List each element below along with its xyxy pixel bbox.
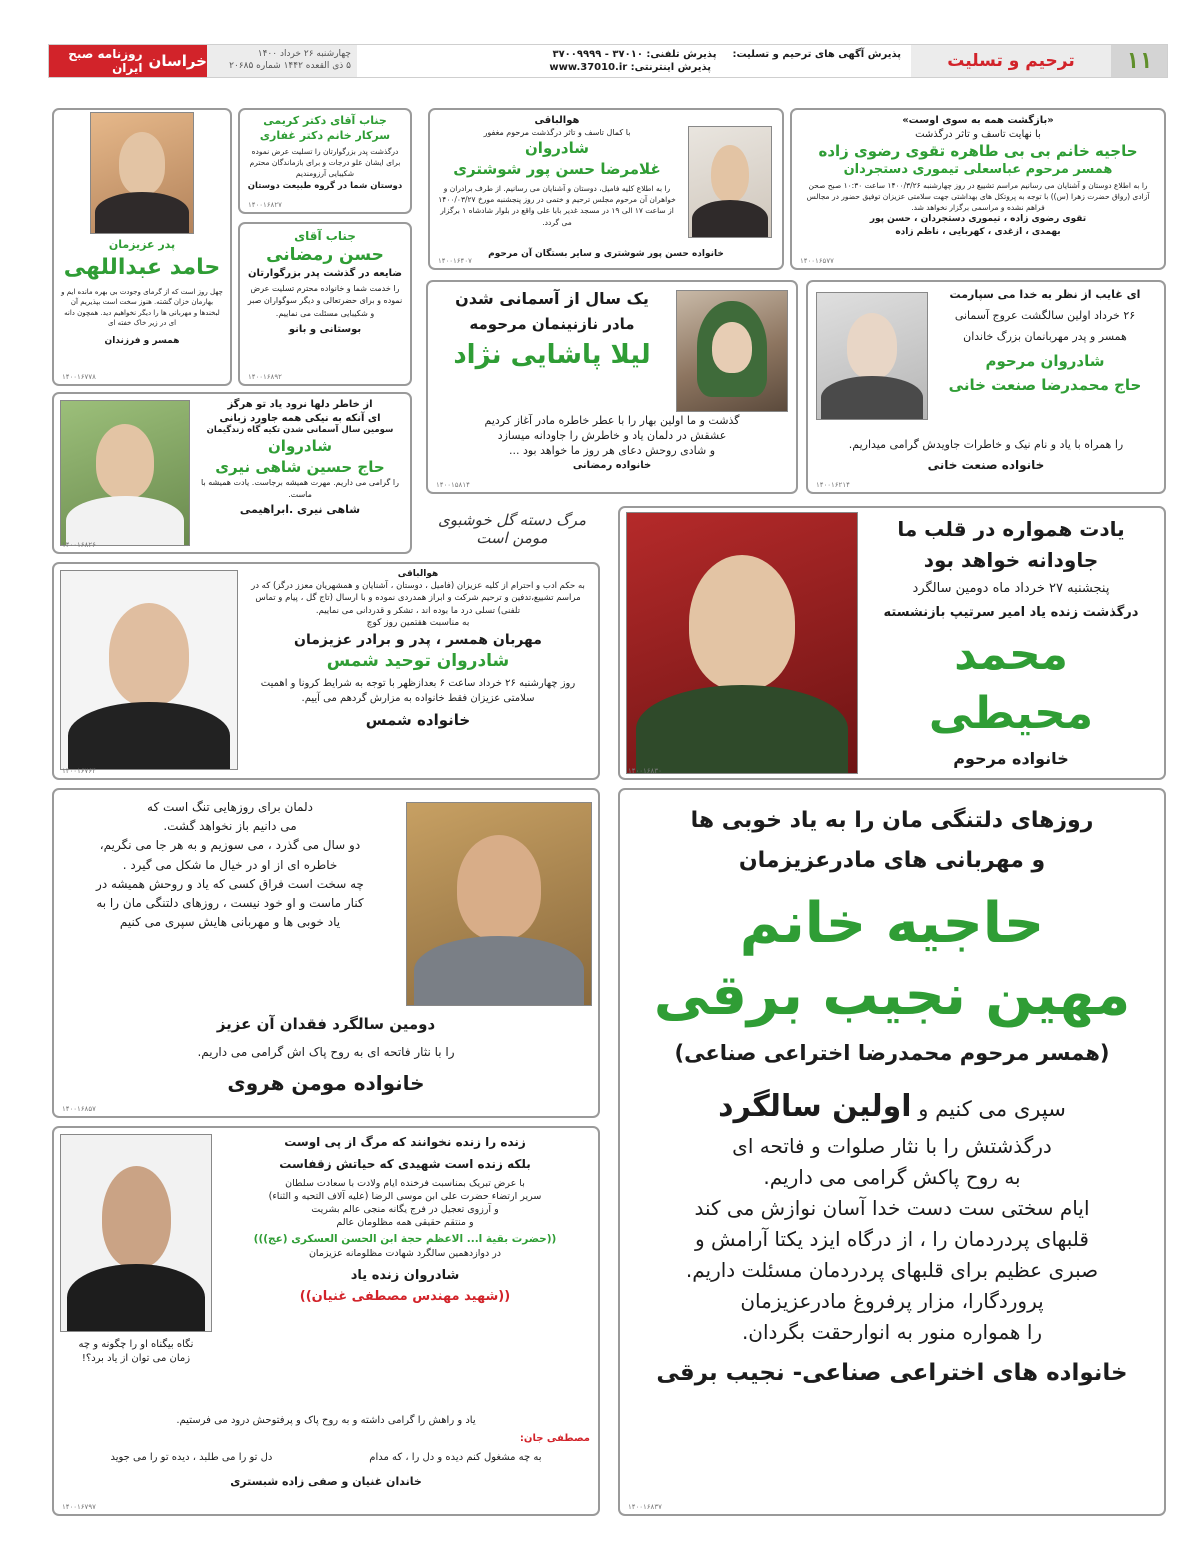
deceased-photo xyxy=(676,290,788,412)
ad-body-1a: سپری می کنیم و xyxy=(918,1096,1066,1121)
obituary-ad-taghavi xyxy=(790,108,1166,270)
ad-opening: هوالباقی xyxy=(397,569,439,579)
ad-intro-2: درگذشت زنده یاد امیر سرتیپ بازنشسته xyxy=(883,604,1139,620)
ad-body: را خدمت شما و خانواده محترم تسلیت عرض نموده و برای حضرتعالی و دیگر سوگواران صبر و شکیبایی مسئلت می نماییم. xyxy=(247,283,403,319)
imam-name: ((حضرت بقیة ا... الاعظم حجة ابن الحسن العسکری (عج))) xyxy=(253,1232,557,1245)
ad-body-8: را همواره منور به انوارحقت بگردان. xyxy=(741,1320,1043,1345)
page-number: ۱۱ xyxy=(1111,45,1167,77)
recipient-name: حسن رمضانی xyxy=(266,245,384,266)
ad-signature: خانواده صنعت خانی xyxy=(927,457,1045,472)
ad-intro: دومین سالگرد فقدان آن عزیز xyxy=(216,1015,436,1033)
ad-body-6: صبری عظیم برای قلبهای پردردمان مسئلت داریم. xyxy=(685,1258,1099,1283)
issue-date xyxy=(207,45,357,77)
ad-body-1: گذشت و ما اولین بهار را با عطر خاطره مادر آغاز کردیم xyxy=(484,414,740,427)
condolence-ad-karimi xyxy=(238,108,412,214)
deceased-photo xyxy=(626,512,858,774)
ad-opening-2: و مهربانی های مادرعزیزمان xyxy=(738,847,1046,873)
ad-intro-2: مهربان همسر ، پدر و برادر عزیزمان xyxy=(294,632,542,649)
ad-code: ۱۴۰۰۱۶۴۰۷ xyxy=(438,257,472,265)
condolence-ad-ramezani xyxy=(238,222,412,386)
quote-text: مرگ دسته گل خوشبوی مومن است xyxy=(438,511,586,547)
poem-line-6: کنار ماست و او خود نیست ، روزهای دلتنگی مان را به xyxy=(96,895,364,910)
ad-body: درگذشت پدر بزرگوارتان را تسلیت عرض نموده برای ایشان علو درجات و برای بازماندگان محترم شکیبایی آرزومندیم xyxy=(249,146,401,179)
ad-body: را گرامی می داریم. مهرت همیشه برجاست. یادت همیشه با ماست. xyxy=(201,477,399,499)
deceased-spouse: (همسر مرحوم محمدرضا اختراعی صناعی) xyxy=(674,1040,1110,1065)
ad-opening-1: روزهای دلتنگی مان را به یاد خوبی ها xyxy=(690,808,1094,833)
ad-body: را به اطلاع کلیه فامیل، دوستان و آشنایان می رسانیم. از طرف برادران و خواهران آن مرحوم مجلس ترحیم و ختمی در روز پنجشنبه مورخ ۱۴۰۰/۰۳/۲۷ از ساعت ۱۷ الی ۱۹ در مسجد غدیر بابا علی واقع در بلوار شادشاه ۱ برگزار می گردد. xyxy=(438,183,676,227)
ad-code: ۱۴۰۰۱۶۵۷۷ xyxy=(800,257,834,265)
ad-signature: شاهی نیری .ابراهیمی xyxy=(239,502,361,516)
ad-signature-1: تقوی رضوی زاده ، تیموری دستجردان ، حسن پور xyxy=(869,214,1087,225)
poem-line-5: چه سخت است فراق کسی که یاد و روحش همیشه در xyxy=(96,876,364,891)
ad-opening-1: یادت همواره در قلب ما xyxy=(897,517,1125,541)
recipient-1: جناب آقای دکتر کریمی xyxy=(263,114,387,127)
ad-opening-2: جاودانه خواهد بود xyxy=(923,548,1099,572)
deceased-name: حاجیه خانم بی بی طاهره تقوی رضوی زاده xyxy=(818,142,1138,160)
memorial-ad-shams xyxy=(52,562,600,780)
ad-intro-1: پنجشنبه ۲۷ خرداد ماه دومین سالگرد xyxy=(912,581,1110,596)
contact-label: پذیرش آگهی های ترحیم و تسلیت: xyxy=(732,48,901,60)
ad-opening: ای غایب از نظر به خدا می سپارمت xyxy=(949,288,1141,301)
memorial-ad-sanatkhani xyxy=(806,280,1166,494)
deceased-name: غلامرضا حسن پور شوشتری xyxy=(453,159,661,178)
ad-body-2: درگذشتش را با نثار صلوات و فاتحه ای xyxy=(732,1134,1052,1159)
ad-body: را به اطلاع دوستان و آشنایان می رسانیم مراسم تشییع در روز چهارشنبه ۱۴۰۰/۳/۲۶ ساعت ۱۰:۳۰ صبح صحن آزادی (رواق حضرت زهرا (س)) با توجه به پروتکل های بهداشتی جهت سلامتی عزیزان توفیق حضور در مجالس فراهم نشده و مراسمی برگزار نخواهد شد. xyxy=(806,180,1150,212)
ad-code: ۱۴۰۰۱۶۸۲۷ xyxy=(248,201,282,209)
poem-line-2: ای آنکه به نیکی همه جاورد زبانی xyxy=(219,412,381,424)
ad-intro: با نهایت تاسف و تاثر درگذشت xyxy=(915,128,1041,140)
ad-body-3: و آرزوی تعجیل در فرج یگانه منجی عالم بشریت xyxy=(311,1204,499,1215)
memorial-ad-ghanian xyxy=(52,1126,600,1516)
ad-code: ۱۴۰۰۱۶۸۹۲ xyxy=(248,373,282,381)
ad-signature: خانواده مومن هروی xyxy=(227,1071,425,1096)
brand-logo: خراسان xyxy=(148,52,207,70)
ad-signature: خاندان غنیان و صفی زاده شبستری xyxy=(230,1474,422,1488)
deceased-name: شادروان توحید شمس xyxy=(326,651,510,672)
poem-line-3: دو سال می گذرد ، می سوزیم و به هر جا می نگریم، xyxy=(99,838,361,853)
ad-body-1: با عرض تبریک بمناسبت فرخنده ایام ولادت با سعادت سلطان xyxy=(285,1178,525,1190)
memorial-ad-pashaei xyxy=(426,280,798,494)
ad-code: ۱۴۰۰۱۶۸۳۷ xyxy=(628,1503,662,1511)
page-header xyxy=(48,44,1168,78)
calligraphy-quote xyxy=(426,506,598,552)
deceased-spouse: همسر مرحوم عباسعلی تیموری دستجردان xyxy=(843,162,1113,178)
ad-body-2: عشقش در دلمان یاد و خاطرش را جاودانه میسازد xyxy=(497,428,727,442)
ad-signature: همسر و فرزندان xyxy=(104,335,180,346)
ad-intro: با کمال تاسف و تاثر درگذشت مرحوم مغفور xyxy=(483,127,631,137)
ad-intro-1: ۲۶ خرداد اولین سالگشت عروج آسمانی xyxy=(954,308,1136,322)
ad-body-4: ایام سختی ست دست خدا آسان نوازش می کند xyxy=(694,1196,1090,1221)
verse-line-2: دل تو را می طلبد ، دیده تو را می جوید xyxy=(110,1452,273,1463)
ad-code: ۱۴۰۰۱۶۷۹۷ xyxy=(62,1503,96,1511)
deceased-name: لیلا پاشایی نژاد xyxy=(453,339,651,370)
ad-intro-2: همسر و پدر مهربانمان بزرگ خاندان xyxy=(963,329,1127,343)
memorial-ad-najibbarghi xyxy=(618,788,1166,1516)
deceased-photo xyxy=(90,112,194,234)
ad-body: را با نثار فاتحه ای به روح پاک اش گرامی می داریم. xyxy=(197,1045,455,1060)
deceased-photo xyxy=(816,292,928,420)
ad-signature-2: بهمدی ، ازغدی ، کهربایی ، ناظم زاده xyxy=(895,226,1061,237)
ad-opening: هوالباقی xyxy=(534,115,580,126)
deceased-name: حاج حسین شاهی نیری xyxy=(215,457,385,476)
poem-line-2: بلکه زنده است شهیدی که حیاتش زقفاست xyxy=(279,1157,531,1172)
side-note-1: نگاه بیگناه او را چگونه و چه xyxy=(78,1339,194,1350)
salutation: مصطفی جان: xyxy=(519,1432,590,1444)
poem-line-4: خاطره ای از او در خیال ما شکل می گیرد . xyxy=(122,857,338,872)
ad-intro-1: به مناسبت هفتمین روز کوچ xyxy=(366,618,470,629)
brand-tagline: روزنامه صبح ایران xyxy=(68,47,143,75)
ad-body-6: یاد و راهش را گرامی داشته و به روح پاک و پرفتوحش درود می فرستیم. xyxy=(176,1415,476,1426)
deceased-name: محمد محیطی xyxy=(928,629,1094,740)
poem-line-1: زنده را زنده نخوانند که مرگ از پی اوست xyxy=(284,1135,526,1149)
ad-signature: خانواده حسن پور شوشتری و سایر بستگان آن مرحوم xyxy=(488,248,724,259)
ad-body-4: و منتقم حقیقی همه مظلومان عالم xyxy=(336,1216,474,1228)
ad-contact-info xyxy=(357,45,911,77)
deceased-title: شادروان زنده یاد xyxy=(350,1267,460,1283)
side-note-2: زمان می توان از یاد برد؟! xyxy=(81,1352,191,1364)
deceased-photo xyxy=(688,126,772,238)
memorial-ad-shahinayyeri xyxy=(52,392,412,554)
ad-opening: یک سال از آسمانی شدن xyxy=(455,289,649,308)
ad-intro: سومین سال آسمانی شدن تکیه گاه زندگیمان xyxy=(206,425,394,435)
date-line-2: ۵ ذی القعده ۱۴۴۲ شماره ۲۰۶۸۵ xyxy=(229,61,351,71)
deceased-name: حامد عبداللهی xyxy=(63,254,221,280)
obituary-ad-hassanpour xyxy=(428,108,784,270)
deceased-photo xyxy=(60,400,190,546)
date-line-1: چهارشنبه ۲۶ خرداد ۱۴۰۰ xyxy=(257,49,351,60)
deceased-photo xyxy=(406,802,592,1006)
ad-code: ۱۴۰۰۱۵۸۱۴ xyxy=(436,481,470,489)
ad-intro: ضایعه در گذشت پدر بزرگوارتان xyxy=(247,268,403,280)
deceased-name: مهین نجیب برقی xyxy=(653,962,1131,1028)
ad-body-5: قلبهای پردردمان را ، از درگاه ایزد یکتا آرامش و xyxy=(695,1227,1089,1252)
recipient-title: جناب آقای xyxy=(294,229,356,243)
ad-opening: پدر عزیزمان xyxy=(108,238,176,251)
ad-code: ۱۴۰۰۱۶۲۱۴ xyxy=(816,481,850,489)
ad-signature: خانواده مرحوم xyxy=(953,748,1069,768)
ad-signature: خانواده شمس xyxy=(365,711,471,730)
ad-intro: مادر نازنینمان مرحومه xyxy=(469,314,635,333)
contact-web[interactable]: پذیرش اینترنتی: www.37010.ir xyxy=(549,62,711,73)
ad-code: ۱۴۰۰۱۶۷۶۴ xyxy=(62,767,96,775)
deceased-title: شادروان xyxy=(525,139,589,158)
ad-signature: دوستان شما در گروه طبیعت دوستان xyxy=(247,181,403,192)
ad-code: ۱۴۰۰۱۶۸۵۷ xyxy=(62,1105,96,1113)
deceased-photo xyxy=(60,570,238,770)
memorial-ad-abdollahi xyxy=(52,108,232,386)
memorial-ad-momenheravi xyxy=(52,788,600,1118)
anniversary-label: اولین سالگرد xyxy=(718,1088,912,1124)
ad-body: به حکم ادب و احترام از کلیه عزیزان (فامیل ، دوستان ، آشنایان و همشهریان معزز درگز) که در مراسم تشییع،تدفین و ترحیم شرکت و ابراز همدردی نموده و با ارسال (تاج گل ، پیام و تماس تلفنی) تسلی درد ما بوده اند ، تشکر و قدردانی می نماییم. xyxy=(251,581,585,616)
ad-opening: «بازگشت همه به سوی اوست» xyxy=(902,115,1054,126)
ad-signature: بوستانی و بانو xyxy=(288,324,362,336)
ad-body-5: در دوازدهمین سالگرد شهادت مظلومانه عزیزمان xyxy=(308,1247,502,1259)
deceased-name: حاج محمدرضا صنعت خانی xyxy=(948,375,1142,394)
contact-phone: پذیرش تلفنی: ۳۷۰۱۰ - ۳۷۰۰۹۹۹۹ xyxy=(552,48,717,60)
ad-body: چهل روز است که از گرمای وجودت بی بهره مانده ایم و بهارمان خزان گشته. هنوز سخت است بپذیریم آن لبخندها و مهربانی ها را دیگر نخواهیم دید. همچون دانه ای در زیر خاک خفته ای xyxy=(61,287,223,328)
ad-code: ۱۴۰۰۱۶۸۳۰ xyxy=(628,767,662,775)
recipient-2: سرکار خانم دکتر غفاری xyxy=(259,128,391,142)
poem-line-1: دلمان برای روزهایی تنگ است که xyxy=(147,800,313,814)
deceased-title: شادروان مرحوم xyxy=(985,351,1105,370)
ad-body: را همراه با یاد و نام نیک و خاطرات جاویدش گرامی میداریم. xyxy=(848,438,1124,451)
poem-line-2: می دانیم باز نخواهد گشت. xyxy=(163,819,297,834)
ad-code: ۱۴۰۰۱۶۸۲۶ xyxy=(62,541,96,549)
ad-body-7: پروردگارا، مزار پرفروغ مادرعزیزمان xyxy=(740,1289,1044,1314)
section-title: ترحیم و تسلیت xyxy=(911,45,1111,77)
deceased-name: ((شهید مهندس مصطفی غنیان)) xyxy=(299,1289,511,1305)
newspaper-brand[interactable] xyxy=(49,45,207,77)
memorial-ad-mohiti xyxy=(618,506,1166,780)
ad-code: ۱۴۰۰۱۶۷۷۸ xyxy=(62,373,96,381)
poem-line-1: از خاطر دلها نرود یاد تو هرگز xyxy=(227,399,373,410)
ad-body-3: به روح پاکش گرامی می داریم. xyxy=(763,1165,1021,1190)
ad-body-3: و شادی روحش دعای هر روز ما خواهد بود ... xyxy=(508,443,716,457)
ad-body-2: روز چهارشنبه ۲۶ خرداد ساعت ۶ بعدازظهر با توجه به شرایط کرونا و اهمیت سلامتی عزیزان فقط خانواده به مزارش گردهم می آییم. xyxy=(260,678,576,704)
ad-signature: خانواده رمضانی xyxy=(572,459,652,471)
deceased-title: شادروان xyxy=(268,437,332,456)
deceased-photo xyxy=(60,1134,212,1332)
deceased-title: حاجیه خانم xyxy=(739,891,1045,957)
ad-signature: خانواده های اختراعی صناعی- نجیب برقی xyxy=(656,1360,1128,1387)
ad-body-2: سریر ارتضاء حضرت علی ابن موسی الرضا (علیه آلاف التحیه و الثناء) xyxy=(268,1191,542,1203)
poem-line-7: یاد خوبی ها و مهربانی هایش سپری می کنیم xyxy=(119,915,341,930)
verse-line-1: به چه مشغول کنم دیده و دل را ، که مدام xyxy=(369,1452,542,1463)
